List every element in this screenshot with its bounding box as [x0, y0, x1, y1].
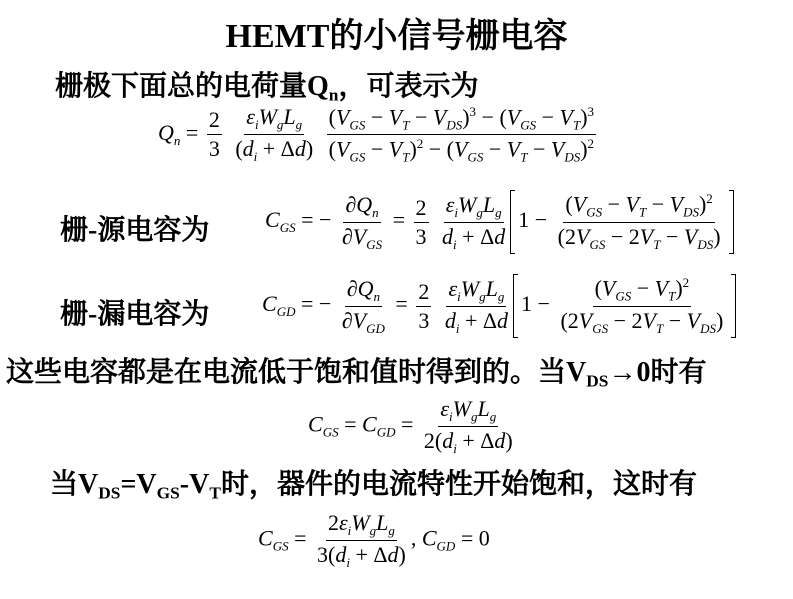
slide-title: HEMT的小信号栅电容 — [225, 18, 568, 55]
equation-low-current: $C_{GS} = C_{GD}$ = $\frac{\varepsilon_iW_gL_g}{2(d_i + \Delta d)}$ — [308, 396, 513, 456]
intro-subscript: n — [328, 85, 339, 105]
intro-prefix: 栅极下面总的电荷量Q — [55, 71, 329, 102]
equation-cgs: $C_{GS}$ = − $\frac{\partial Q_n}{\partial V_{GS}}$ = $\frac{2}{3}$ $\frac{\varepsilon_iW_gL_g}{d_i + \Delta d}$ 1 − $\frac{(V_{GS} - V_T - V_{DS})^2}{(2V_{GS} - 2V_T - V_{DS})}$ — [265, 190, 734, 254]
equation-cgd: $C_{GD}$ = − $\frac{\partial Q_n}{\partial V_{GD}}$ = $\frac{2}{3}$ $\frac{\varepsilon_iW_gL_g}{d_i + \Delta d}$ 1 − $\frac{(V_{GS} - V_T)^2}{(2V_{GS} - 2V_T - V_{DS})}$ — [262, 274, 736, 338]
gate-source-label: 栅-源电容为 — [60, 215, 210, 246]
equation-saturation: $C_{GS}$ = $\frac{2\varepsilon_iW_gL_g}{3(d_i + \Delta d)}$ , $C_{GD} = 0$ — [258, 510, 490, 570]
gate-drain-label: 栅-漏电容为 — [60, 299, 210, 330]
saturation-text: 当$V_{DS}=V_{GS}-V_T$时，器件的电流特性开始饱和，这时有 — [50, 469, 697, 503]
intro-text — [55, 64, 478, 106]
intro-suffix: ，可表示为 — [338, 71, 479, 102]
equation-qn: $Q_n$ = $\frac{2}{3}$ $\frac{\varepsilon_iW_gL_g}{(d_i + \Delta d)}$ $\frac{(V_{GS} - V_T - V_{DS})^3 - (V_{GS} - V_T)^3}{(V_{GS} - V_T)^2 - (V_{GS} - V_T - V_{DS})^2}$ — [158, 104, 595, 165]
low-current-text: 这些电容都是在电流低于饱和值时得到的。当$V_{DS}\to 0$时有 — [6, 357, 707, 391]
